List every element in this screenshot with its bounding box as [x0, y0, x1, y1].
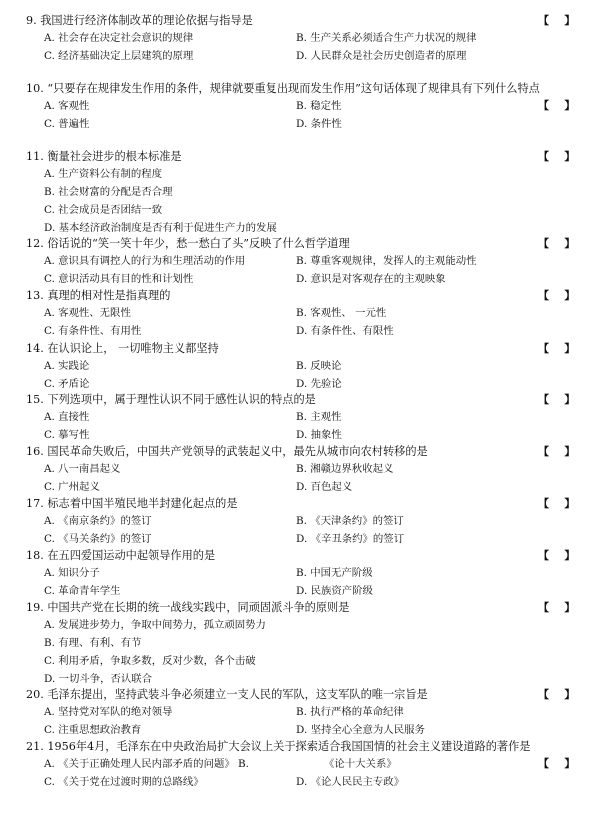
answer-bracket[interactable]: 【 】	[538, 289, 576, 302]
question-text: 18. 在五四爱国运动中起领导作用的是	[26, 549, 216, 562]
answer-bracket[interactable]: 【 】	[538, 445, 576, 458]
answer-bracket[interactable]: 【 】	[538, 342, 576, 355]
question-stem	[26, 686, 574, 703]
option-b: B. 《天津条约》的签订	[296, 515, 404, 527]
option-a: A. 直接性	[44, 411, 90, 423]
option-d: D. 先验论	[296, 378, 342, 390]
option-a: A. 《关于正确处理人民内部矛盾的问题》 B.	[44, 758, 249, 770]
option-c: C. 革命青年学生	[44, 585, 121, 597]
option-b: B. 社会财富的分配是否合理	[44, 186, 173, 198]
question-text: 14. 在认识论上， 一切唯物主义都坚持	[26, 342, 219, 355]
option-d: D. 条件性	[296, 118, 342, 130]
question-text: 9. 我国进行经济体制改革的理论依据与指导是	[26, 14, 253, 27]
option-c: C. 摹写性	[44, 429, 90, 441]
question-19	[26, 599, 574, 688]
question-14	[26, 340, 574, 393]
question-20	[26, 686, 574, 739]
answer-bracket[interactable]: 【 】	[538, 99, 576, 112]
option-a: A. 八一南昌起义	[44, 463, 121, 475]
option-a: A. 实践论	[44, 360, 90, 372]
question-18	[26, 547, 574, 600]
option-d: D. 抽象性	[296, 429, 342, 441]
option-d: D. 基本经济政治制度是否有利于促进生产力的发展	[44, 222, 277, 234]
answer-bracket[interactable]: 【 】	[538, 497, 576, 510]
question-15	[26, 391, 574, 444]
option-a: A. 意识具有调控人的行为和生理活动的作用	[44, 255, 246, 267]
question-stem	[26, 599, 574, 616]
answer-bracket[interactable]: 【 】	[538, 14, 576, 27]
option-c: C. 有条件性、有用性	[44, 325, 142, 337]
option-b: B. 反映论	[296, 360, 342, 372]
option-a: A. 社会存在决定社会意识的规律	[44, 32, 194, 44]
option-d: D. 百色起义	[296, 481, 353, 493]
question-stem	[26, 287, 574, 304]
option-b: B. 客观性、 一元性	[296, 307, 387, 319]
option-c: C. 《马关条约》的签订	[44, 533, 152, 545]
option-c: C. 社会成员是否团结一致	[44, 204, 163, 216]
option-c: C. 经济基础决定上层建筑的原理	[44, 50, 194, 62]
question-stem	[26, 391, 574, 408]
option-d: D. 坚持全心全意为人民服务	[296, 724, 425, 736]
answer-bracket[interactable]: 【 】	[538, 237, 576, 250]
question-stem	[26, 443, 574, 460]
option-d: D. 人民群众是社会历史创造者的原理	[296, 50, 467, 62]
option-c: C. 普遍性	[44, 118, 90, 130]
question-stem	[26, 495, 574, 512]
answer-bracket[interactable]: 【 】	[538, 150, 576, 163]
option-a: A. 坚持党对军队的绝对领导	[44, 706, 173, 718]
option-a: A. 《南京条约》的签订	[44, 515, 152, 527]
question-stem	[26, 148, 574, 165]
question-text: 17. 标志着中国半殖民地半封建化起点的是	[26, 497, 238, 510]
question-text: 20. 毛泽东提出，坚持武装斗争必须建立一支人民的军队，这支军队的唯一宗旨是	[26, 688, 428, 701]
question-text: 12. 俗话说的“笑一笑十年少，愁一愁白了头”反映了什么哲学道理	[26, 237, 350, 250]
question-stem	[26, 12, 574, 29]
question-text: 19. 中国共产党在长期的统一战线实践中，同顽固派斗争的原则是	[26, 601, 350, 614]
option-d: D. 《辛丑条约》的签订	[296, 533, 405, 545]
option-a: A. 客观性、无限性	[44, 307, 131, 319]
option-b: B. 中国无产阶级	[296, 567, 373, 579]
option-b: B. 稳定性	[296, 100, 342, 112]
option-b: B. 尊重客观规律，发挥人的主观能动性	[296, 255, 477, 267]
option-c: C. 《关于党在过渡时期的总路线》	[44, 776, 204, 788]
question-text: 16. 国民革命失败后，中国共产党领导的武装起义中，最先从城市向农村转移的是	[26, 445, 428, 458]
question-13	[26, 287, 574, 340]
option-b: B. 生产关系必须适合生产力状况的规律	[296, 32, 477, 44]
question-21	[26, 738, 574, 791]
option-d: D. 《论人民民主专政》	[296, 776, 405, 788]
option-c: C. 注重思想政治教育	[44, 724, 142, 736]
question-text: 21. 1956年4月，毛泽东在中央政治局扩大会议上关于探索适合我国国情的社会主义建设道路的著作是	[26, 740, 531, 753]
question-stem	[26, 547, 574, 564]
question-11	[26, 148, 574, 237]
option-d: D. 有条件性、有限性	[296, 325, 394, 337]
option-a: A. 知识分子	[44, 567, 100, 579]
option-a: A. 发展进步势力，争取中间势力，孤立顽固势力	[44, 619, 266, 631]
answer-bracket[interactable]: 【 】	[538, 601, 576, 614]
option-c: C. 矛盾论	[44, 378, 90, 390]
option-b: B. 执行严格的革命纪律	[296, 706, 404, 718]
question-stem	[26, 340, 574, 357]
option-b: B. 有理、有利、有节	[44, 637, 142, 649]
option-c: C. 利用矛盾，争取多数，反对少数，各个击破	[44, 655, 256, 667]
answer-bracket[interactable]: 【 】	[538, 549, 576, 562]
option-b: 《论十大关系》	[324, 758, 397, 770]
question-stem	[26, 235, 574, 252]
option-b: B. 主观性	[296, 411, 342, 423]
answer-bracket[interactable]: 【 】	[538, 393, 576, 406]
question-text: 10. “只要存在规律发生作用的条件，规律就要重复出现而发生作用”这句话体现了规律具有下列什么特点	[26, 82, 540, 95]
option-d: D. 意识是对客观存在的主观映象	[296, 273, 446, 285]
question-17	[26, 495, 574, 548]
question-9	[26, 12, 574, 65]
answer-bracket[interactable]: 【 】	[538, 757, 576, 770]
option-c: C. 广州起义	[44, 481, 100, 493]
option-c: C. 意识活动具有目的性和计划性	[44, 273, 194, 285]
question-text: 11. 衡量社会进步的根本标准是	[26, 150, 182, 163]
option-d: D. 民族资产阶级	[296, 585, 373, 597]
option-b: B. 湘赣边界秋收起义	[296, 463, 394, 475]
option-a: A. 生产资料公有制的程度	[44, 168, 163, 180]
question-text: 15. 下列选项中，属于理性认识不同于感性认识的特点的是	[26, 393, 316, 406]
option-d: D. 一切斗争，否认联合	[44, 673, 153, 685]
question-12	[26, 235, 574, 288]
question-10	[26, 80, 574, 133]
question-text: 13. 真理的相对性是指真理的	[26, 289, 171, 302]
option-a: A. 客观性	[44, 100, 90, 112]
answer-bracket[interactable]: 【 】	[538, 688, 576, 701]
question-16	[26, 443, 574, 496]
